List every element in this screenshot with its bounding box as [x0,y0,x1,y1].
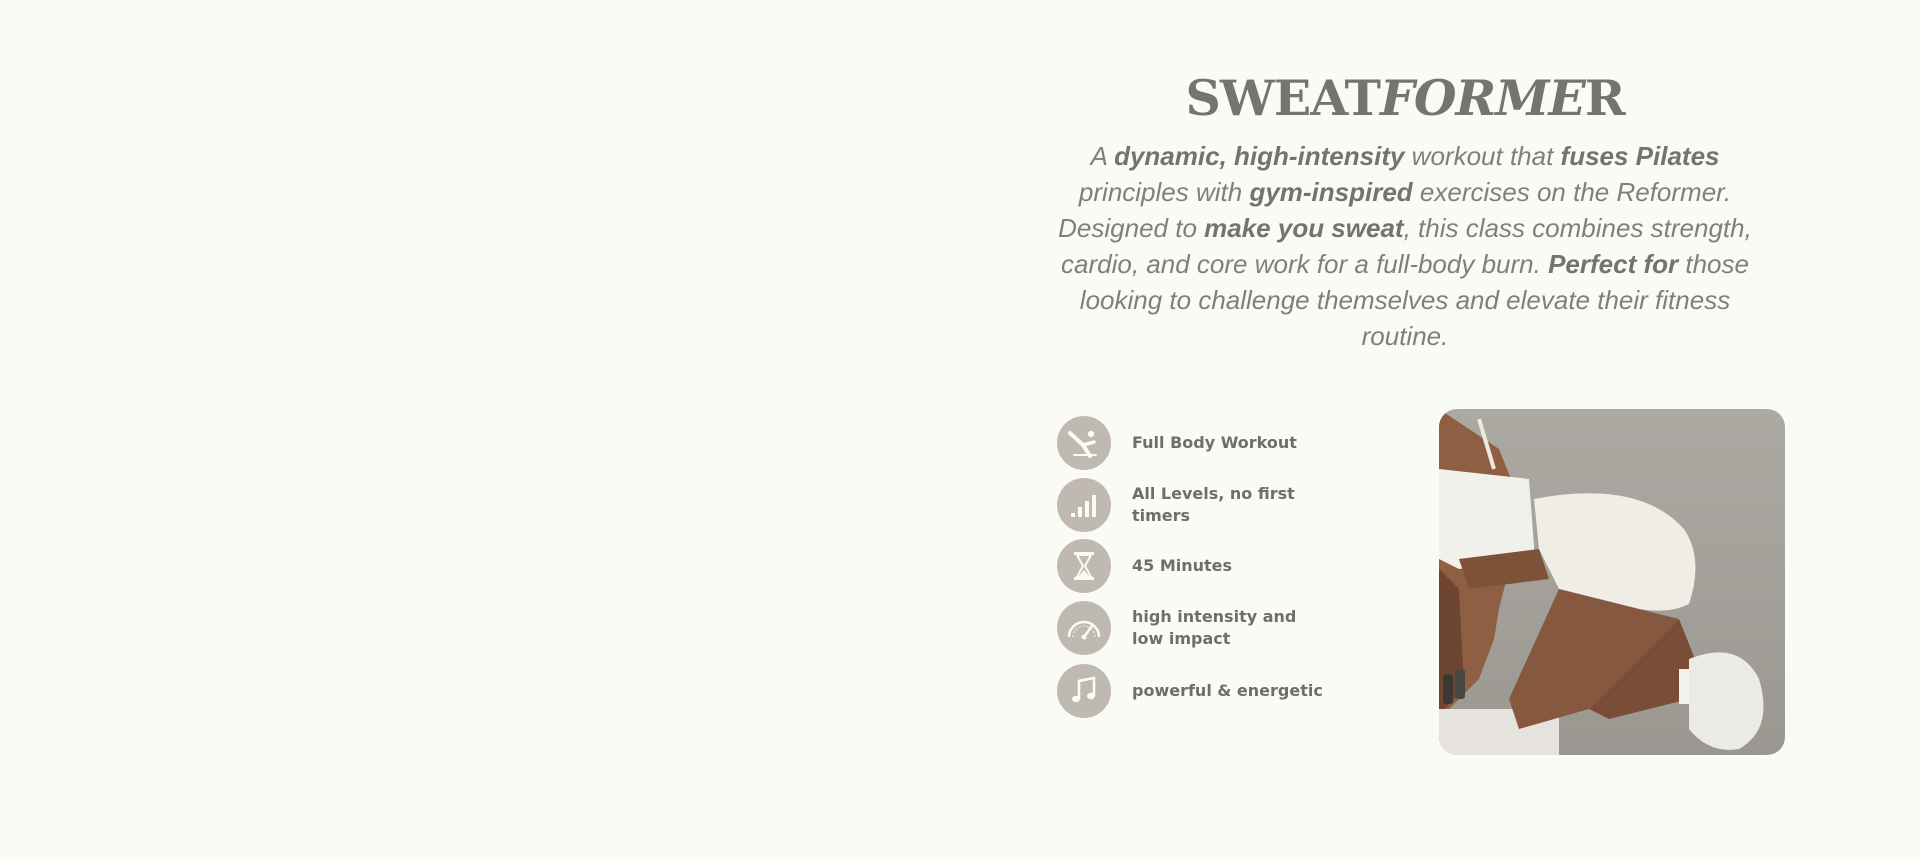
desc-emphasis: gym-inspired [1249,177,1413,207]
desc-emphasis: dynamic, high-intensity [1114,141,1405,171]
feature-item-duration [1057,539,1352,593]
music-note-icon [1057,664,1111,718]
desc-emphasis: Perfect for [1548,249,1679,279]
feature-label-line: low impact [1132,629,1231,648]
title-part-3: R [1584,69,1625,127]
feature-label: 45 Minutes [1132,556,1233,575]
desc-emphasis: make you sweat [1204,213,1404,243]
desc-emphasis: fuses Pilates [1560,141,1720,171]
title-part-1: SWEAT [1185,69,1381,127]
feature-label-line: high intensity and [1132,607,1297,626]
pilates-pose-icon [1057,416,1111,470]
feature-item-vibe [1057,664,1352,718]
hourglass-icon [1057,539,1111,593]
desc-text: workout that [1404,141,1561,171]
workout-photo-illustration [1439,409,1785,755]
feature-label: All Levels, no first timers [1132,484,1295,525]
feature-item-intensity [1057,601,1352,655]
desc-text: principles with [1078,177,1250,207]
desc-text: exercises on the Reformer. Designed to [1058,177,1732,243]
class-description [1052,138,1758,354]
workout-photo [1439,409,1785,755]
signal-bars-icon [1057,478,1111,532]
feature-label: powerful & energetic [1132,681,1323,700]
class-title [1052,62,1758,134]
feature-label: Full Body Workout [1132,433,1297,452]
feature-item-full-body [1057,416,1352,470]
speedometer-icon [1057,601,1111,655]
desc-text: , this class combines strength, cardio, and core work for a full-body burn. [1061,213,1752,279]
title-part-2: FORME [1380,69,1585,127]
desc-text: A [1090,141,1115,171]
feature-item-levels [1057,478,1352,532]
feature-label [1132,606,1352,650]
class-info [1052,62,1758,354]
desc-text: those looking to challenge themselves and elevate their fitness routine. [1079,249,1749,351]
